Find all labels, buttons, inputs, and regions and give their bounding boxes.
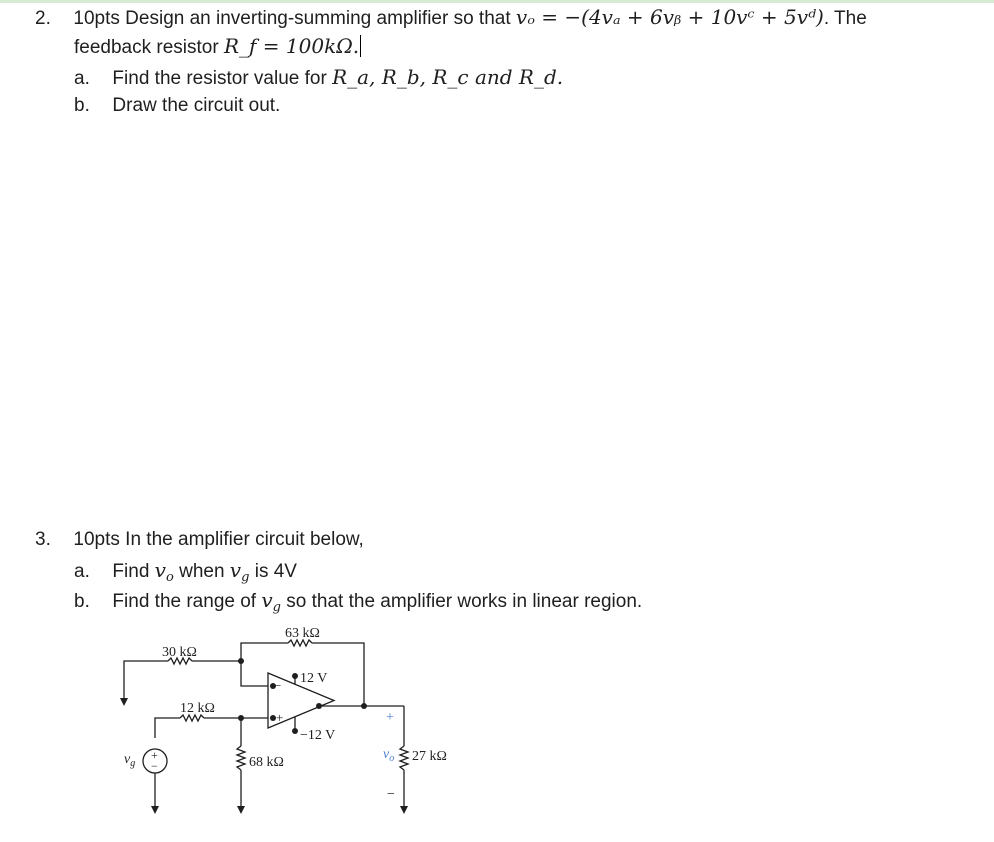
page-top-border <box>0 0 994 3</box>
q3-b-text-2: so that the amplifier works in linear region. <box>286 591 643 612</box>
q3-a-text-3: is 4V <box>254 561 297 582</box>
q3-a-var-vo: $v_o$ <box>154 558 174 585</box>
text-cursor <box>360 35 361 57</box>
junction-node-nonin <box>238 715 244 721</box>
q2-b-label: b. <box>74 95 90 116</box>
ground-arrow-load <box>400 806 408 814</box>
q3-a-var-vg: $v_g$ <box>229 558 250 585</box>
wire-feedback-left <box>241 643 288 661</box>
wire-source-up <box>155 718 180 738</box>
label-source-plus: + <box>151 748 158 762</box>
ground-arrow-68k <box>237 806 245 814</box>
label-opamp-minus: − <box>274 678 282 693</box>
q2-part-a <box>74 65 563 91</box>
q3-intro: 10pts In the amplifier circuit below, <box>73 529 364 550</box>
ground-arrow-source <box>151 806 159 814</box>
q2-feedback-formula: R_f = 100kΩ. <box>223 34 360 58</box>
q3-a-text-2: when <box>179 561 225 582</box>
q2-number: 2. <box>35 8 51 29</box>
q2-formula-end: . The <box>823 8 867 29</box>
q2-formula: vₒ = −(4vₐ + 6vᵦ + 10vᶜ + 5vᵈ) <box>515 5 824 29</box>
label-source-vg: $v_g$ <box>124 752 136 769</box>
wire-node-to-inverting <box>241 661 268 686</box>
q2-part-b <box>74 94 280 118</box>
resistor-27k-symbol <box>400 746 408 770</box>
q3-part-a <box>74 558 297 584</box>
q3-b-text-1: Find the range of <box>112 591 257 612</box>
label-r-load: 27 kΩ <box>412 749 447 764</box>
label-output-plus: + <box>386 710 394 725</box>
q2-a-text: Find the resistor value for <box>112 68 327 89</box>
q3-b-label: b. <box>74 591 90 612</box>
q3-part-b <box>74 588 642 614</box>
label-r-feedback: 63 kΩ <box>285 626 320 641</box>
ground-arrow-left <box>120 698 128 706</box>
label-output-minus: − <box>387 787 395 802</box>
label-output-vo: $v_o$ <box>383 747 395 764</box>
label-opamp-plus: + <box>276 710 284 725</box>
q2-a-formula: R_a, R_b, R_c and R_d. <box>332 65 564 89</box>
label-r-input-bottom: 12 kΩ <box>180 701 215 716</box>
label-source-minus: − <box>151 759 158 773</box>
terminal-supply-pos <box>292 673 298 679</box>
label-supply-pos: 12 V <box>300 671 328 686</box>
resistor-68k-symbol <box>237 746 245 770</box>
amplifier-circuit-diagram <box>110 618 470 818</box>
q3-a-text-1: Find <box>112 561 150 582</box>
junction-node-top <box>238 658 244 664</box>
wire-left-drop <box>124 661 168 698</box>
q3-a-label: a. <box>74 561 90 582</box>
q2-b-text: Draw the circuit out. <box>112 95 281 116</box>
q3-number: 3. <box>35 529 51 550</box>
junction-node-out <box>361 703 367 709</box>
terminal-output <box>316 703 322 709</box>
label-r-ground: 68 kΩ <box>249 755 284 770</box>
q3-line-1 <box>35 528 364 552</box>
q3-b-var-vg: $v_g$ <box>261 588 281 615</box>
q2-a-label: a. <box>74 68 90 89</box>
label-supply-neg: −12 V <box>300 728 336 743</box>
q2-intro: 10pts Design an inverting-summing amplifier so that <box>73 8 511 29</box>
label-r-input-top: 30 kΩ <box>162 645 197 660</box>
q2-feedback-text: feedback resistor <box>74 37 219 58</box>
q2-line-2 <box>74 34 361 60</box>
terminal-supply-neg <box>292 728 298 734</box>
q2-line-1 <box>35 5 867 31</box>
